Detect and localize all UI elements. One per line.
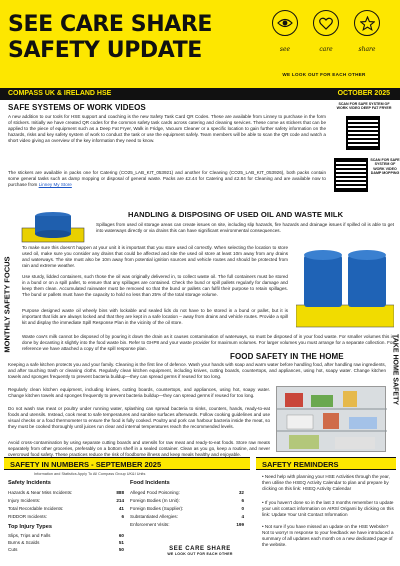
reminder-item: • Need help with planning your HSE Activities through the year, then utilise the HSEQ Activity Calendar to plan and prepare by clicking on this link: HSEQ Activity Calendar [262,474,390,491]
food-paragraph-2: Regularly clean kitchen equipment, including knives, cutting boards, countertops, and appliances, using hot, soapy water. Change kitchen towels and sponges frequently to prevent bacteria buildup—they can spread germs if reused for too long. [8,387,270,398]
videos-paragraph-2 [8,170,326,188]
food-row-label: Foreign Bodies (In Unit): [130,498,180,503]
injury-row-label: Cuts [8,547,18,552]
page-title-line-1: SEE CARE SHARE [8,12,213,37]
monthly-safety-focus-label: MONTHLY SAFETY FOCUS [2,256,12,353]
share-label: share [358,46,376,53]
fridge-image [276,386,386,452]
org-name: COMPASS UK & IRELAND HSE [8,90,112,97]
food-paragraph-4: Avoid cross-contamination by using separate cutting boards and utensils for raw meat and ready-to-eat foods. Store raw meats separately from other groceries, preferably on a bottom shelf in a sealed container. Clean as you go, keep a routine, and never overcrowd food safety. These practices reduce the risk of foodborne illness and keep meals healthy and enjoyable. [8,440,270,457]
injury-row-value: 60 [118,533,124,538]
header-banner [0,0,400,88]
star-icon [354,10,380,36]
take-home-safety-label: TAKE HOME SAFETY [391,333,399,406]
oil-paragraph-3: Use sturdy, lidded containers, such those the oil was originally delivered in, to collect waste oil. The full containers must be stored in a bund or on a spill pallet, to ensure that any spillages are contained. Check the bund or spill pallets regularly for damage and keep them clean. Accumulated rainwater must be removed so that the bund or pallets can fulfil their purpose to retain spillages. The bund or pallets must have the capacity to hold no less than 25% of the total storage volume. [22,274,288,297]
safety-reminders-bar: SAFETY REMINDERS [256,457,396,470]
oil-heading: HANDLING & DISPOSING OF USED OIL AND WASTE MILK [128,210,344,219]
footer-line-1: SEE CARE SHARE [169,546,231,552]
videos-paragraph-2-text: The stickers are available in packs one for Catering (CO25_LAB_KIT_053921) and another for Cleaning (CO25_LAB_KIT_053926), both packs contain some general tasks such as damp mopping or disposal of general waste. Packs are £2.44 for Catering and £2.84 for Cleaning and are available now to purchase from [8,170,326,187]
safety-stats-panel [4,472,250,554]
spill-pallet-image [296,245,394,331]
injury-row-value: 51 [118,540,124,545]
oil-paragraph-2: To make sure this doesn't happen at your unit it is important that you store used oil correctly. When selecting the location to store used oil, make sure you consider any drains that could be affected and site the used oil store at least 10m away from any drains and waterways. The site must also be 10m away from potential ignition sources and vehicle routes and should be protected from rain and extreme weather. [22,245,288,268]
safety-row-label: Injury Incidents: [8,498,41,503]
food-heading: FOOD SAFETY IN THE HOME [230,352,344,361]
injury-row-value: 50 [118,547,124,552]
reminder-item: • Not sure if you have missed an update on the HSE Website? Not to worry! In response to your feedback we have introduced a summary of all updates each month on a new dedicated page of the website. [262,524,394,547]
food-row-value: 6 [241,498,244,503]
safety-row-label: Hazards & Near Miss Incidents: [8,490,73,495]
issue-date: OCTOBER 2025 [337,90,390,97]
qr2-caption: SCAN FOR SAFE SYSTEM OF WORK VIDEO DAMP MOPPING [370,158,400,175]
safety-row-value: 214 [116,498,124,503]
oil-paragraph-5: Waste cow's milk cannot be disposed of by pouring it down the drain as it causes contamination of waterways, so must be disposed of in your food waste. For smaller volumes this is done by decanting it slightly into the food waste bin. Refer to GHP8 and your waste provider for maximum volumes. For larger volumes you must arrange for a separate collection. For reference we have attached a copy of the spill response plan. [22,334,394,351]
sub-header-bar [0,88,400,100]
food-row-label: Substantiated Allergies: [130,514,179,519]
food-row-value: 199 [236,522,244,527]
food-row-label: Alleged Food Poisoning: [130,490,180,495]
footer-line-2: WE LOOK OUT FOR EACH OTHER [167,552,233,556]
food-incidents-heading: Food Incidents [130,480,170,486]
safety-row-label: Total Recordable Incidents: [8,506,64,511]
tagline: WE LOOK OUT FOR EACH OTHER [282,72,366,77]
injury-row-label: Burns & Scalds [8,540,40,545]
see-label: see [279,46,291,53]
food-paragraph-3: Do not wash raw meat or poultry under running water, splashing can spread bacteria to sinks, counters, hands, ready-to-eat foods and utensils. Instead, cook meat to safe temperatures and sanitise surfaces afterwards. Follow cooking guidelines and use visual checks or a food thermometer to ensure the food is fully cooked. Poultry and pork can harbour bacteria inside the meat, so they must be cooked thoroughly until juices run clear and internal temperatures reach the recommended levels. [8,406,270,429]
qr-code-2[interactable] [334,158,368,192]
safety-row-label: RIDDOR Incidents: [8,514,48,519]
videos-paragraph-1: A new addition to our tools for HSE support and coaching is the new Safety Task Card QR Codes. These are available from Linney to purchase in the form of stickers. Initially we have created QR codes for the common safety task cards across catering and cleaning services. These come as stickers that can be applied to the piece of equipment such as a Deep Fat Fryer, Walk in Fridge, Vacuum Cleaner or a specific location to gain further safety information on the hazards, risks and key safety system of work to conduct the task or use the equipment safely. Team members will be able to scan the QR code and watch a short video giving an overview of the key information they need to know. [8,114,326,143]
footer-logo [150,546,250,556]
heart-icon [313,10,339,36]
food-paragraph-1: Keeping a safe kitchen protects you and your family. Cleaning is the first line of defence. Wash your hands with soap and warm water before handling food, after handling raw ingredients, and after touching trash or cleaning cloths. Regularly clean kitchen equipment, including knives, cutting boards, countertops, and appliances, using hot, soapy water. Change kitchen towels and sponges frequently to prevent bacteria buildup—they can spread germs if reused for too long. [8,362,386,379]
injury-row-label: Slips, Trips and Falls [8,533,51,538]
food-row-value: 4 [241,514,244,519]
reminder-item: • If you haven't done so in the last 3 months remember to update your unit contact information on AIRS/ Origami by clicking on this link: Update Your Unit Contact Information [262,500,394,517]
food-row-value: 32 [238,490,244,495]
food-row-value: 0 [241,506,244,511]
oil-paragraph-1: Spillages from used oil storage areas can create issues on site, including slip hazards, fire hazards and drainage issues if spilled oil is able to get into waterways directly or via drains this can have significant environmental consequences. [96,222,394,233]
safety-row-value: 6 [121,514,124,519]
safety-row-value: 888 [116,490,124,495]
page-title-line-2: SAFETY UPDATE [8,38,202,63]
linney-store-link[interactable]: Linney My Store [38,181,72,187]
qr-code-1[interactable] [346,116,380,150]
safety-in-numbers-bar: SAFETY IN NUMBERS - SEPTEMBER 2025 [4,457,250,470]
eye-icon [272,10,298,36]
safety-row-value: 41 [118,506,124,511]
safety-incidents-heading: Safety Incidents [8,480,51,486]
qr1-caption: SCAN FOR SAFE SYSTEM OF WORK VIDEO DEEP FAT FRYER [336,102,392,111]
videos-heading: SAFE SYSTEMS OF WORK VIDEOS [8,103,146,112]
food-row-label: Foreign Bodies (Supplier): [130,506,184,511]
oil-drum-image [16,210,90,244]
care-label: care [319,46,333,53]
stats-note: Information and Statistics Apply To All Compass Group UK&I Units [34,472,146,476]
oil-paragraph-4: Purpose designed waste oil wheely bins with lockable and sealed lids do not have to be stored in a bund or pallet, but it is important that lids are always locked and that they are kept in a safe location – away from drains and vehicle routes. Provide a spill kit and display the immediate Spill Response Plan in the vicinity of the oil store. [22,308,288,325]
injury-types-heading: Top Injury Types [8,524,52,530]
food-row-label: Enforcement Visits: [130,522,170,527]
